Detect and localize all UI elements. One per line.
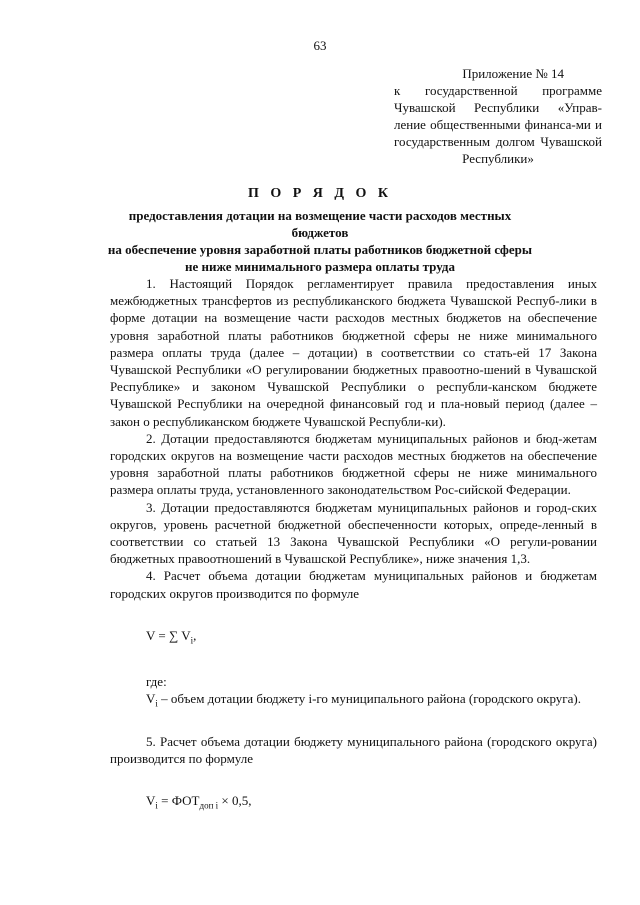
paragraph-4: 4. Расчет объема дотации бюджетам муниципальных районов и бюджетам городских округов производится по формуле bbox=[110, 568, 597, 601]
formula-district-mid: = ФОТ bbox=[157, 793, 200, 809]
formula-district bbox=[110, 792, 597, 815]
paragraph-5: 5. Расчет объема дотации бюджету муниципального района (городского округа) производится по формуле bbox=[110, 733, 597, 766]
paragraph-1: 1. Настоящий Порядок регламентирует правила предоставления иных межбюджетных трансфертов из республиканского бюджета Чувашской Респуб-лики в форме дотации на возмещение части расходов местных бюджетов на обеспечение уровня заработной платы работников бюджетной сферы не ниже минимального размера оплаты труда (далее – дотации) в соответствии со стать-ей 17 Закона Чувашской Республики «О регулировании бюджетных правоотно-шений в Чувашской Республике» и законом Чувашской Республики о республи-канском бюджете Чувашской Республики на очередной финансовый год и пла-новый период (далее – закон о республиканском бюджете Чувашской Республи-ки). bbox=[110, 276, 597, 429]
document-body bbox=[110, 275, 597, 815]
appendix-block bbox=[394, 65, 602, 167]
paragraph-3: 3. Дотации предоставляются бюджетам муниципальных районов и город-ских округов, уровень расчетной бюджетной обеспеченности которых, опреде-ленный в соответствии со статьей 13 Закона Чувашской Республики «О регули-ровании бюджетных правоотношений в Чувашской Республике», ниже значения 1,3. bbox=[110, 499, 597, 567]
document-title: П О Р Я Д О К bbox=[247, 186, 393, 201]
appendix-body: к государственной программе Чувашской Республики «Управ-ление общественными финанса-ми и государственным долгом Чувашской Республики» bbox=[394, 83, 602, 166]
appendix-title: Приложение № 14 bbox=[462, 66, 564, 81]
formula-district-sub2: доп i bbox=[199, 800, 219, 811]
where-definition bbox=[110, 690, 597, 713]
formula-total-tail: , bbox=[193, 627, 197, 643]
formula-total-sub: i bbox=[190, 635, 194, 646]
paragraph-2: 2. Дотации предоставляются бюджетам муниципальных районов и бюд-жетам городских округов на возмещение части расходов местных бюджетов на обеспечение уровня заработной платы работников бюджетной сферы не ниже минимального размера оплаты труда, установленного законодательством Рос-сийской Федерации. bbox=[110, 430, 597, 498]
document-subtitle: предоставления дотации на возмещение части расходов местных бюджетов на обеспечение уровня заработной платы работников бюджетной сферы не ниже минимального размера оплаты труда bbox=[107, 208, 533, 274]
where-def-var: V bbox=[146, 690, 156, 706]
formula-total bbox=[110, 627, 597, 650]
page-number: 63 bbox=[313, 38, 327, 53]
where-def-sub: i bbox=[155, 698, 158, 709]
formula-district-sub1: i bbox=[155, 800, 158, 811]
formula-district-left: V bbox=[146, 793, 156, 809]
where-def-text: – объем дотации бюджету i-го муниципального района (городского округа). bbox=[157, 690, 581, 706]
formula-total-left: V = ∑ V bbox=[146, 627, 191, 643]
where-label: где: bbox=[146, 673, 167, 689]
formula-district-tail: × 0,5, bbox=[218, 793, 252, 809]
